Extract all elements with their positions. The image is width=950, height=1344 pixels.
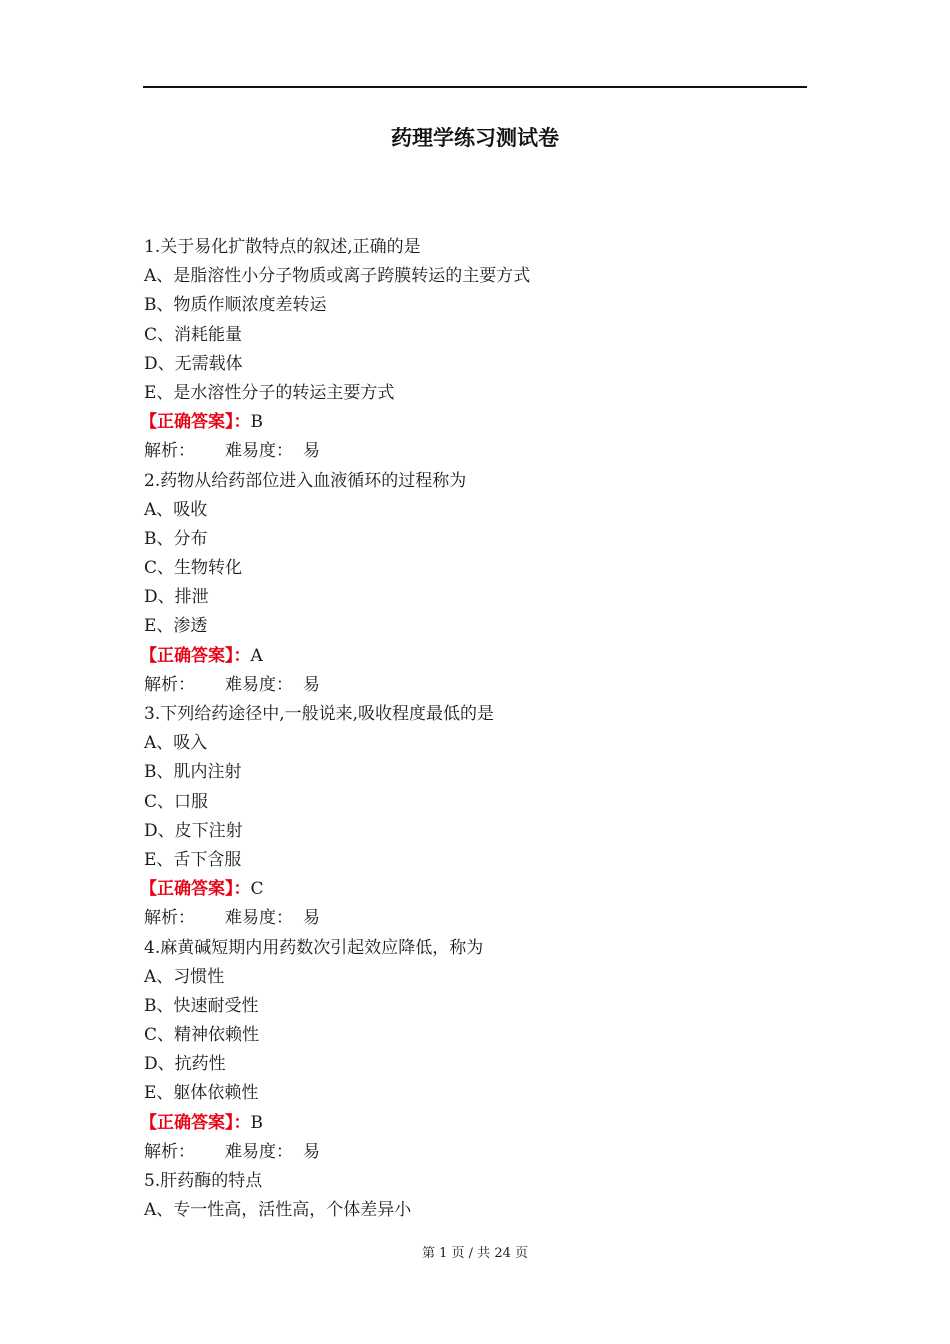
analysis-label: 解析： (144, 674, 195, 695)
answer-label: 【正确答案】： (140, 879, 251, 900)
option-a: A、是脂溶性小分子物质或离子跨膜转运的主要方式 (144, 266, 531, 287)
option-d: D、抗药性 (144, 1054, 226, 1075)
question-stem: 1.关于易化扩散特点的叙述,正确的是 (144, 237, 421, 257)
answer-row (140, 1109, 824, 1138)
option-c: C、口服 (144, 791, 209, 812)
analysis-row (144, 671, 824, 700)
difficulty-label: 难易度： (225, 1141, 293, 1162)
option-c: C、生物转化 (144, 558, 243, 579)
answer-label: 【正确答案】： (140, 412, 251, 433)
difficulty-label: 难易度： (225, 674, 293, 695)
question-stem: 2.药物从给药部位进入血液循环的过程称为 (144, 470, 467, 491)
option-b: B、物质作顺浓度差转运 (144, 295, 327, 316)
question-1 (140, 233, 824, 467)
option-a: A、吸入 (144, 733, 208, 754)
answer-label: 【正确答案】： (140, 1112, 251, 1133)
question-stem: 4.麻黄碱短期内用药数次引起效应降低，称为 (144, 937, 484, 958)
question-list (140, 233, 824, 1225)
answer-row (140, 408, 824, 437)
option-b: B、肌内注射 (144, 762, 242, 783)
analysis-row (144, 1138, 824, 1167)
question-2 (140, 467, 824, 701)
option-e: E、渗透 (144, 616, 208, 637)
option-a: A、专一性高，活性高，个体差异小 (144, 1200, 412, 1221)
answer-value: B (250, 412, 263, 433)
page-number: 第 1 页 / 共 24 页 (422, 1246, 528, 1261)
option-d: D、排泄 (144, 587, 209, 608)
option-a: A、习惯性 (144, 966, 225, 987)
answer-label: 【正确答案】： (140, 645, 251, 666)
option-e: E、是水溶性分子的转运主要方式 (144, 382, 395, 403)
question-stem: 3.下列给药途径中,一般说来,吸收程度最低的是 (144, 704, 495, 724)
option-d: D、皮下注射 (144, 820, 243, 841)
document-title: 药理学练习测试卷 (391, 126, 559, 150)
difficulty-label: 难易度： (225, 908, 293, 929)
question-5 (144, 1167, 824, 1225)
option-a: A、吸收 (144, 499, 208, 520)
option-b: B、分布 (144, 528, 208, 549)
header-rule (143, 86, 807, 88)
analysis-label: 解析： (144, 1141, 195, 1162)
option-b: B、快速耐受性 (144, 995, 259, 1016)
answer-row (140, 875, 824, 904)
answer-value: A (250, 645, 263, 666)
option-e: E、舌下含服 (144, 849, 242, 870)
answer-row (140, 642, 824, 671)
difficulty-value: 易 (303, 1141, 320, 1162)
difficulty-label: 难易度： (225, 441, 293, 462)
difficulty-value: 易 (303, 908, 320, 929)
analysis-label: 解析： (144, 441, 195, 462)
difficulty-value: 易 (303, 441, 320, 462)
analysis-row (144, 437, 824, 466)
option-d: D、无需载体 (144, 353, 243, 374)
option-c: C、消耗能量 (144, 324, 243, 345)
option-e: E、躯体依赖性 (144, 1083, 259, 1104)
difficulty-value: 易 (303, 674, 320, 695)
answer-value: C (250, 879, 264, 900)
analysis-label: 解析： (144, 908, 195, 929)
question-3 (140, 700, 824, 934)
question-4 (140, 934, 824, 1168)
question-stem: 5.肝药酶的特点 (144, 1171, 263, 1191)
option-c: C、精神依赖性 (144, 1025, 260, 1046)
analysis-row (144, 904, 824, 933)
answer-value: B (250, 1112, 263, 1133)
